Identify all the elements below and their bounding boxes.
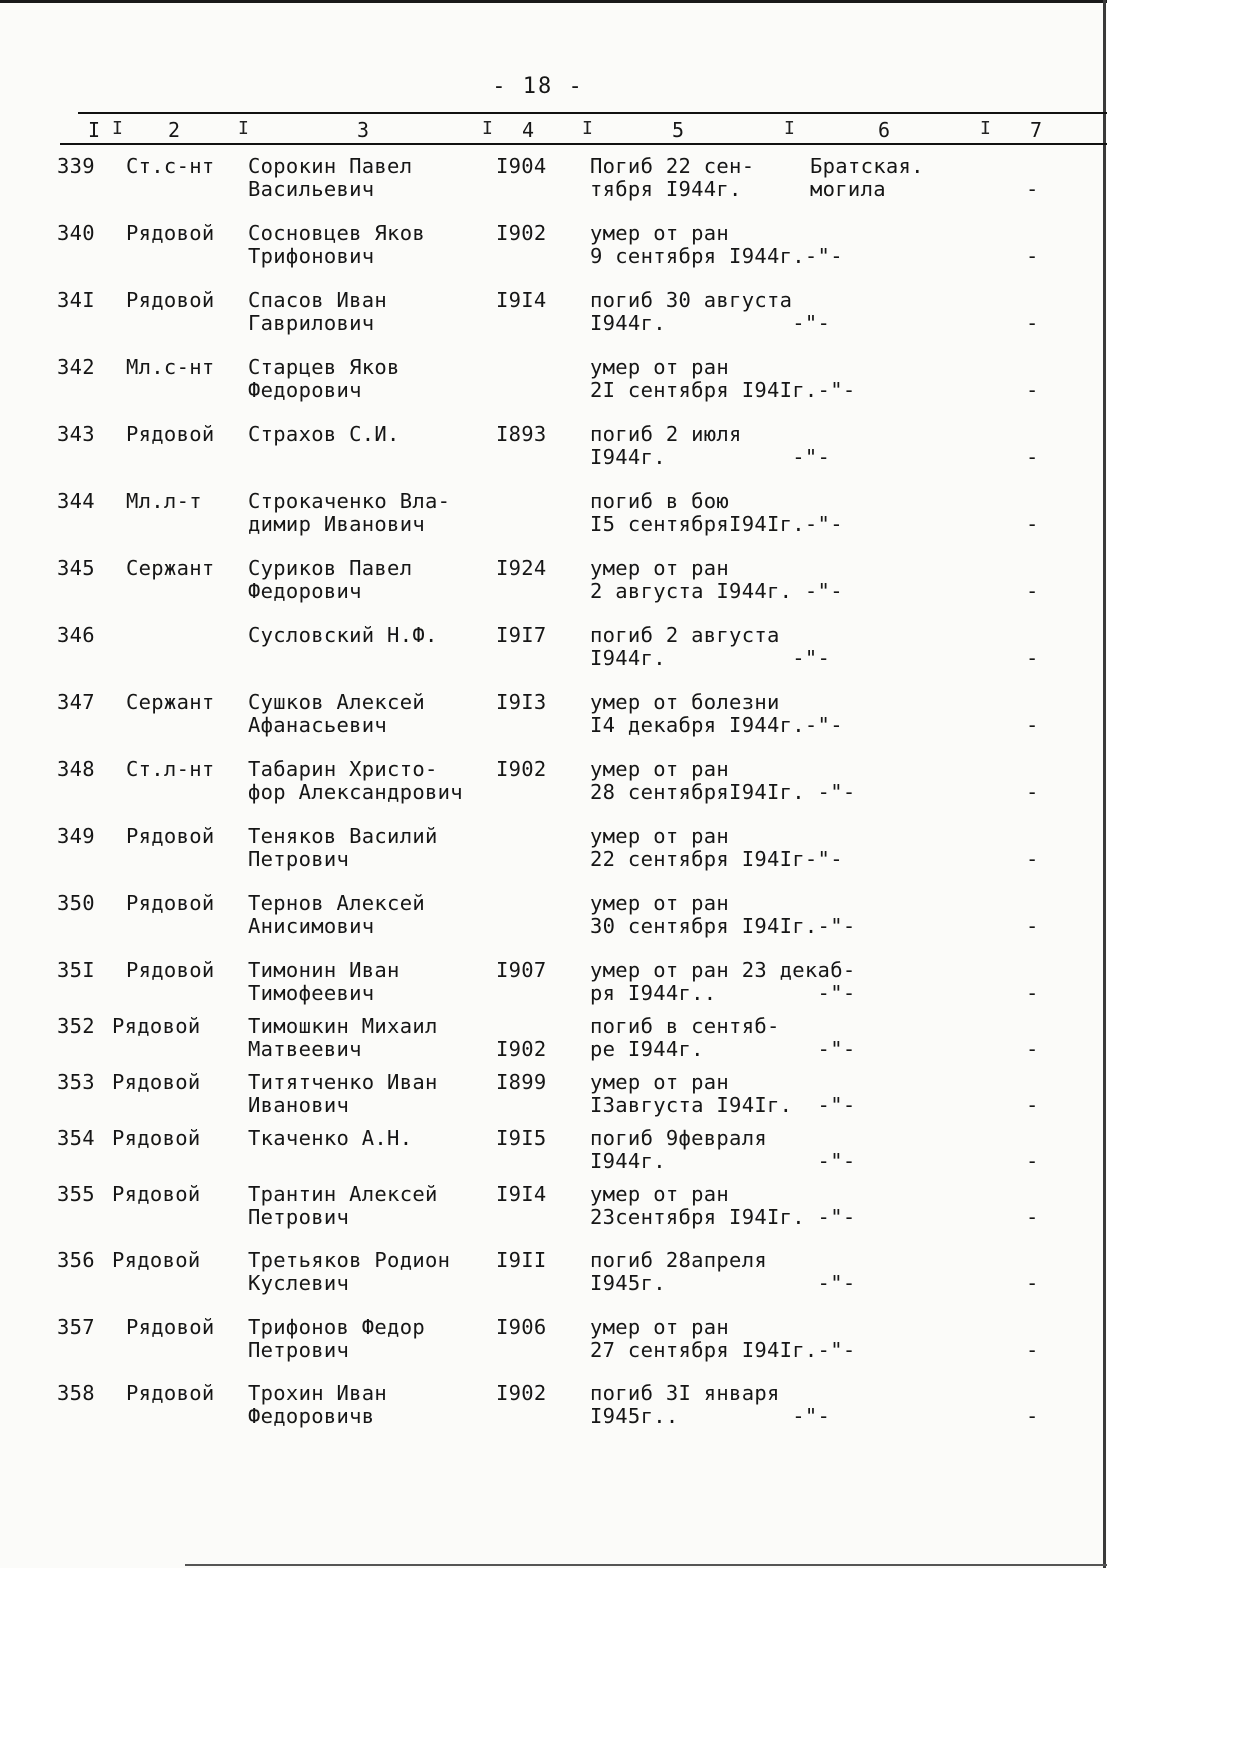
remark: - [1026,780,1039,804]
record-number: 343 [57,422,95,446]
record-number: 346 [57,623,95,647]
remark: - [1026,1271,1039,1295]
record-number: 348 [57,757,95,781]
record-number: 353 [57,1070,95,1094]
person-name: Суриков Павел Федорович [248,556,413,603]
table-row [0,892,1107,952]
military-rank: Рядовой [112,1182,201,1206]
table-header-top-rule [78,112,1107,114]
military-rank: Мл.л-т [126,489,202,513]
person-name: Третьяков Родион Куслевич [248,1248,451,1295]
column-separator: I [482,118,493,139]
fate-description: умер от ран 30 сентября I94Iг.-"- [590,891,856,938]
military-rank: Сержант [126,690,215,714]
person-name: Тимошкин Михаил Матвеевич [248,1014,438,1061]
page-number: - 18 - [492,74,584,99]
person-name: Страхов С.И. [248,422,400,446]
table-row [0,289,1107,349]
fate-description: умер от ран 2I сентября I94Iг.-"- [590,355,856,402]
birth-year: I902 [496,1037,547,1061]
remark: - [1026,713,1039,737]
scan-top-edge [0,0,1107,3]
record-number: 339 [57,154,95,178]
birth-year: I9II [496,1248,547,1272]
table-row [0,356,1107,416]
military-rank: Рядовой [112,1248,201,1272]
column-header-6: 6 [878,118,891,142]
fate-description: погиб 28апреля I945г. -"- [590,1248,856,1295]
fate-description: погиб в бою I5 сентябряI94Iг.-"- [590,489,843,536]
table-row [0,1015,1107,1075]
person-name: Сусловский Н.Ф. [248,623,438,647]
table-row [0,557,1107,617]
remark: - [1026,244,1039,268]
fate-description: погиб 30 августа I944г. -"- [590,288,831,335]
birth-year: I902 [496,757,547,781]
column-header-7: 7 [1030,118,1043,142]
record-number: 355 [57,1182,95,1206]
fate-description: умер от болезни I4 декабря I944г.-"- [590,690,843,737]
birth-year: I9I5 [496,1126,547,1150]
column-header-4: 4 [522,118,535,142]
remark: - [1026,1149,1039,1173]
birth-year: I9I4 [496,288,547,312]
record-number: 350 [57,891,95,915]
person-name: Ткаченко А.Н. [248,1126,413,1150]
person-name: Сорокин Павел Васильевич [248,154,413,201]
column-separator: I [112,118,123,139]
fate-description: Погиб 22 сен- тября I944г. [590,154,755,201]
table-row [0,1127,1107,1187]
military-rank: Рядовой [126,422,215,446]
record-number: 357 [57,1315,95,1339]
person-name: Трохин Иван Федоровичв [248,1381,388,1428]
remark: - [1026,311,1039,335]
remark: - [1026,378,1039,402]
burial-place: Братская. могила [810,154,924,201]
military-rank: Рядовой [126,221,215,245]
fate-description: погиб 3I января I945г.. -"- [590,1381,831,1428]
military-rank: Рядовой [126,891,215,915]
birth-year: I902 [496,221,547,245]
remark: - [1026,847,1039,871]
military-rank: Ст.л-нт [126,757,215,781]
column-header-3: 3 [357,118,370,142]
military-rank: Рядовой [126,1315,215,1339]
record-number: 34I [57,288,95,312]
birth-year: I904 [496,154,547,178]
birth-year: I9I7 [496,623,547,647]
record-number: 345 [57,556,95,580]
fate-description: погиб 9февраля I944г. -"- [590,1126,856,1173]
military-rank: Ст.с-нт [126,154,215,178]
table-row [0,624,1107,684]
military-rank: Рядовой [126,1381,215,1405]
birth-year: I893 [496,422,547,446]
table-row [0,222,1107,282]
remark: - [1026,1037,1039,1061]
birth-year: I902 [496,1381,547,1405]
military-rank: Рядовой [112,1070,201,1094]
person-name: Сосновцев Яков Трифонович [248,221,425,268]
person-name: Титятченко Иван Иванович [248,1070,438,1117]
person-name: Старцев Яков Федорович [248,355,400,402]
table-row [0,1071,1107,1131]
table-row [0,423,1107,483]
table-row [0,490,1107,550]
person-name: Трантин Алексей Петрович [248,1182,438,1229]
military-rank: Рядовой [126,824,215,848]
table-header-bottom-rule [60,143,1107,145]
record-number: 340 [57,221,95,245]
military-rank: Рядовой [126,288,215,312]
record-number: 344 [57,489,95,513]
column-header-2: 2 [168,118,181,142]
remark: - [1026,445,1039,469]
table-row [0,1183,1107,1243]
remark: - [1026,646,1039,670]
military-rank: Рядовой [126,958,215,982]
remark: - [1026,512,1039,536]
record-number: 342 [57,355,95,379]
military-rank: Мл.с-нт [126,355,215,379]
military-rank: Рядовой [112,1014,201,1038]
birth-year: I924 [496,556,547,580]
fate-description: умер от ран 22 сентября I94Iг-"- [590,824,843,871]
table-row [0,959,1107,1019]
fate-description: умер от ран I3августа I94Iг. -"- [590,1070,856,1117]
remark: - [1026,1205,1039,1229]
remark: - [1026,177,1039,201]
column-separator: I [784,118,795,139]
column-header-1: I [88,118,101,142]
record-number: 349 [57,824,95,848]
remark: - [1026,981,1039,1005]
birth-year: I9I4 [496,1182,547,1206]
fate-description: умер от ран 23 декаб- ря I944г.. -"- [590,958,856,1005]
record-number: 35I [57,958,95,982]
fate-description: погиб 2 августа I944г. -"- [590,623,831,670]
remark: - [1026,1338,1039,1362]
column-header-5: 5 [672,118,685,142]
fate-description: умер от ран 2 августа I944г. -"- [590,556,843,603]
table-row [0,758,1107,818]
fate-description: умер от ран 28 сентябряI94Iг. -"- [590,757,856,804]
record-number: 354 [57,1126,95,1150]
table-row [0,825,1107,885]
fate-description: умер от ран 9 сентября I944г.-"- [590,221,843,268]
person-name: Трифонов Федор Петрович [248,1315,425,1362]
column-separator: I [980,118,991,139]
person-name: Табарин Христо- фор Александрович [248,757,463,804]
birth-year: I906 [496,1315,547,1339]
column-separator: I [582,118,593,139]
fate-description: погиб 2 июля I944г. -"- [590,422,831,469]
record-number: 347 [57,690,95,714]
birth-year: I899 [496,1070,547,1094]
remark: - [1026,1093,1039,1117]
military-rank: Рядовой [112,1126,201,1150]
record-number: 356 [57,1248,95,1272]
person-name: Сушков Алексей Афанасьевич [248,690,425,737]
fate-description: умер от ран 23сентября I94Iг. -"- [590,1182,856,1229]
table-row [0,1249,1107,1309]
column-separator: I [238,118,249,139]
military-rank: Сержант [126,556,215,580]
person-name: Спасов Иван Гаврилович [248,288,388,335]
table-row [0,1316,1107,1376]
fate-description: умер от ран 27 сентября I94Iг.-"- [590,1315,856,1362]
person-name: Строкаченко Вла- димир Иванович [248,489,451,536]
table-row [0,1382,1107,1442]
person-name: Теняков Василий Петрович [248,824,438,871]
birth-year: I907 [496,958,547,982]
remark: - [1026,1404,1039,1428]
fate-description: погиб в сентяб- ре I944г. -"- [590,1014,856,1061]
remark: - [1026,579,1039,603]
scan-bottom-edge [185,1564,1107,1566]
remark: - [1026,914,1039,938]
person-name: Тернов Алексей Анисимович [248,891,425,938]
record-number: 358 [57,1381,95,1405]
person-name: Тимонин Иван Тимофеевич [248,958,400,1005]
table-row [0,155,1107,215]
table-row [0,691,1107,751]
birth-year: I9I3 [496,690,547,714]
record-number: 352 [57,1014,95,1038]
